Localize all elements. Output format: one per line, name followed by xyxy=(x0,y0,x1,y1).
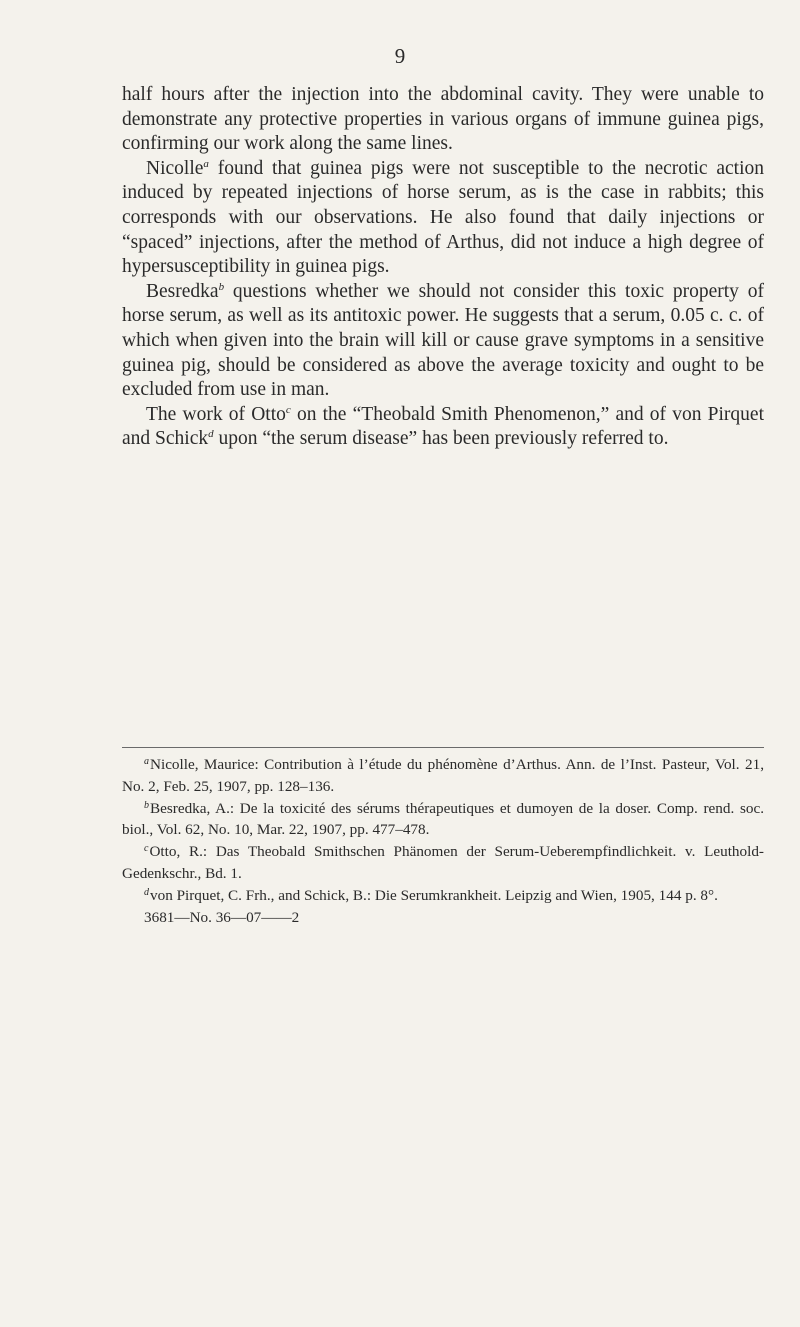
footnote xyxy=(122,798,764,842)
paragraph-4 xyxy=(122,403,764,452)
footnote-ref: c xyxy=(285,403,291,416)
footnote-text: Otto, R.: Das Theobald Smithschen Phänomen der Serum-Ueberempfindlichkeit. v. Leuthold-Gedenkschr., Bd. 1. xyxy=(122,843,764,882)
paragraph-text: The work of Otto xyxy=(146,403,286,425)
footnote xyxy=(122,754,764,798)
paragraph-text: upon “the serum disease” has been previously referred to. xyxy=(213,428,669,450)
paragraph-3 xyxy=(122,280,764,403)
paragraph-text: questions whether we should not consider this toxic property of horse serum, as well as its antitoxic power. He suggests that a serum, 0.05 c. c. of which when given into the brain will kill or cause grave symptoms in a sensitive guinea pig, should be considered as above the average toxicity and ought to be excluded from use in man. xyxy=(122,280,764,401)
author-name: Nicolle xyxy=(146,157,204,179)
paragraph-1: half hours after the injection into the abdominal cavity. They were unable to demonstrate any protective properties in various organs of immune guinea pigs, confirming our work along the same lines. xyxy=(122,84,764,155)
footnote xyxy=(122,841,764,885)
footnote-mark: b xyxy=(144,799,149,811)
footnote-mark: a xyxy=(144,756,149,767)
footnote-mark: d xyxy=(144,886,149,898)
footnote-divider xyxy=(122,747,764,748)
footnote-text: von Pirquet, C. Frh., and Schick, B.: Die Serumkrankheit. Leipzig and Wien, 1905, 144 p. 8°. xyxy=(150,886,718,904)
paragraph-2 xyxy=(122,157,764,280)
body-text xyxy=(122,83,764,452)
footnote-text: Besredka, A.: De la toxicité des sérums thérapeutiques et dumoyen de la doser. Comp. rend. soc. biol., Vol. 62, No. 10, Mar. 22, 1907, pp. 477–478. xyxy=(122,799,764,839)
footnote-ref: a xyxy=(203,157,209,170)
print-code: 3681—No. 36—07——2 xyxy=(144,908,300,926)
footnote-mark: c xyxy=(144,843,149,855)
footnotes xyxy=(122,754,764,928)
paragraph-text: on the “Theobald Smith Phenomenon,” and of von Pirquet and Schick xyxy=(122,403,764,450)
author-name: Besredka xyxy=(146,280,219,302)
footnote-ref: b xyxy=(218,280,225,293)
footnote-ref: d xyxy=(208,428,214,441)
page-number: 9 xyxy=(394,44,406,68)
footnote-text: Nicolle, Maurice: Contribution à l’étude du phénomène d’Arthus. Ann. de l’Inst. Pasteur, Vol. 21, No. 2, Feb. 25, 1907, pp. 128–136. xyxy=(122,756,764,795)
footnote xyxy=(122,885,764,907)
paragraph-text: found that guinea pigs were not susceptible to the necrotic action induced by repeated injections of horse serum, as is the case in rabbits; this corresponds with our observations. He also found that daily injections or “spaced” injections, after the method of Arthus, did not induce a high degree of hypersusceptibility in guinea pigs. xyxy=(122,157,764,278)
